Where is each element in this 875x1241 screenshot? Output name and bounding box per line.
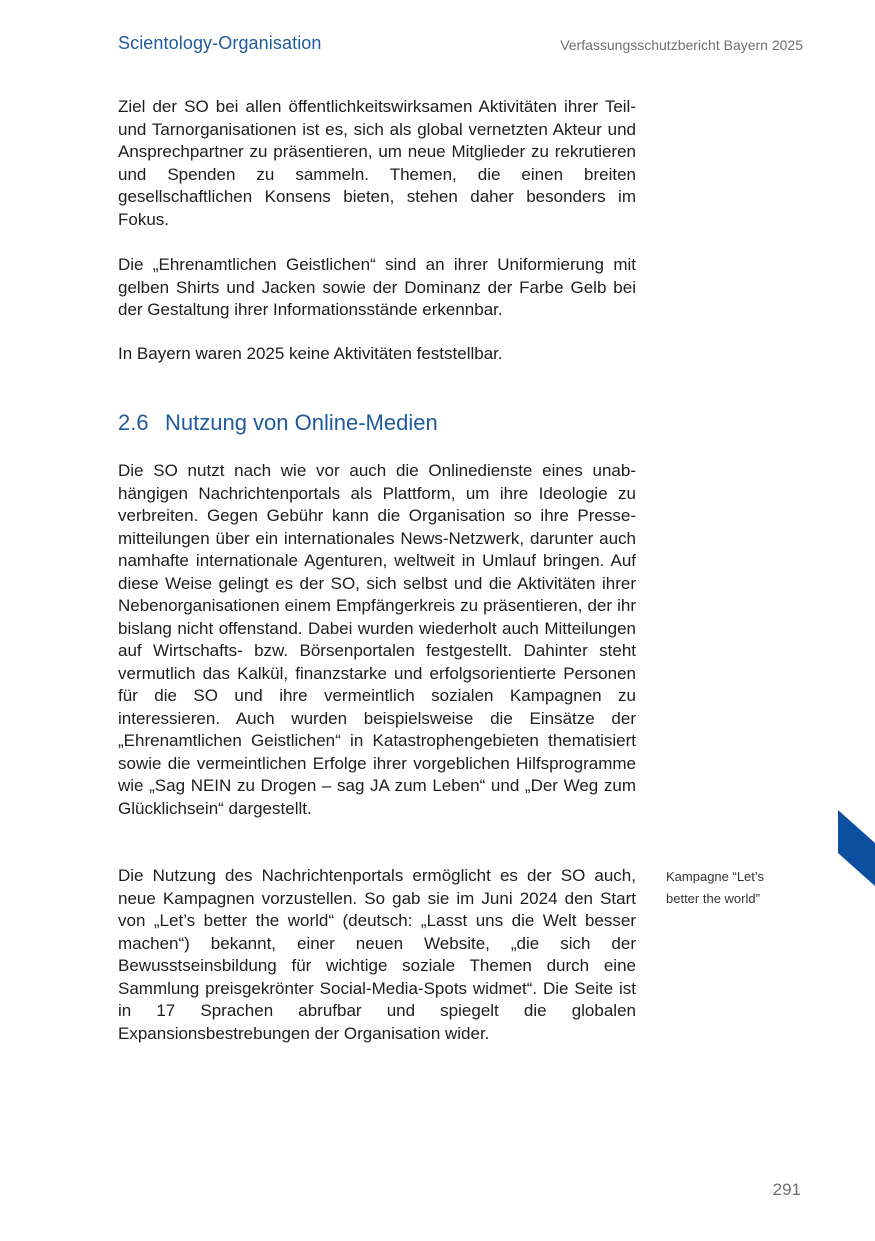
paragraph-uniform: Die „Ehrenamtlichen Geistlichen“ sind an ihrer Uniformierung mit gelben Shirts und Jacken sowie der Dominanz der Farbe Gelb bei der Gestaltung ihrer Informationsstände erkennbar. xyxy=(118,255,636,319)
paragraph-intro: Ziel der SO bei allen öffentlichkeitswirksamen Aktivitäten ihrer Teil- und Tarnorganisationen ist es, sich als global vernetzten Akteur und Ansprechpartner zu präsentieren, um neue Mitglieder zu rekrutieren und Spenden zu sammeln. Themen, die einen breiten gesellschaftlichen Konsens bieten, stehen daher besonders im Fokus. xyxy=(118,97,636,229)
page-number: 291 xyxy=(772,1180,801,1199)
running-head-section-title: Scientology-Organisation xyxy=(118,33,322,53)
chapter-thumb-tab xyxy=(838,810,875,886)
section-title: Nutzung von Online-Medien xyxy=(165,410,438,435)
section-heading xyxy=(118,410,438,436)
running-head-report-title: Verfassungsschutzbericht Bayern 2025 xyxy=(560,37,803,53)
section-number: 2.6 xyxy=(118,410,149,435)
margin-note-line: better the world” xyxy=(666,891,760,906)
paragraph-campaign: Die Nutzung des Nachrichtenportals ermöglicht es der SO auch, neue Kampagnen vorzustellen. So gab sie im Juni 2024 den Start von „Let’s better the world“ (deutsch: „Lasst uns die Welt besser machen“) bekannt, einer neuen Website, „die sich der Bewusstseinsbildung für wichtige soziale Themen durch eine Sammlung preisgekrönter Social-Media-Spots widmet“. Die Seite ist in 17 Sprachen abrufbar und spiegelt die globalen Expansionsbestrebungen der Organisation wider. xyxy=(118,866,636,1043)
paragraph-online-media: Die SO nutzt nach wie vor auch die Onlinedienste eines unabhängigen Nachrichtenportals als Plattform, um ihre Ideologie zu verbreiten. Gegen Gebühr kann die Organisation so ihre Pressemitteilungen über ein internationales News-Netzwerk, darunter auch namhafte internationale Agenturen, weltweit in Umlauf bringen. Auf diese Weise gelingt es der SO, sich selbst und die Aktivitäten ihrer Nebenorganisationen einem Empfängerkreis zu präsentieren, der ihr bislang nicht offenstand. Dabei wurden wiederholt auch Mitteilungen auf Wirtschafts- bzw. Börsenportalen festgestellt. Dahinter steht vermutlich das Kalkül, finanzstarke und erfolgsorientierte Personen für die SO und ihre vermeintlich sozialen Kampagnen zu interessieren. Auch wurden beispielsweise die Einsätze der „Ehrenamtlichen Geistlichen“ in Katastrophengebieten thematisiert sowie die vermeintlichen Erfolge ihrer vorgeblichen Hilfsprogramme wie „Sag NEIN zu Drogen – sag JA zum Leben“ und „Der Weg zum Glücklichsein“ dargestellt. xyxy=(118,461,636,818)
margin-note-line: Kampagne “Let’s xyxy=(666,869,765,884)
chapter-thumb-tab-shape xyxy=(838,810,875,886)
margin-note xyxy=(666,866,806,910)
paragraph-bavaria: In Bayern waren 2025 keine Aktivitäten feststellbar. xyxy=(118,344,503,363)
